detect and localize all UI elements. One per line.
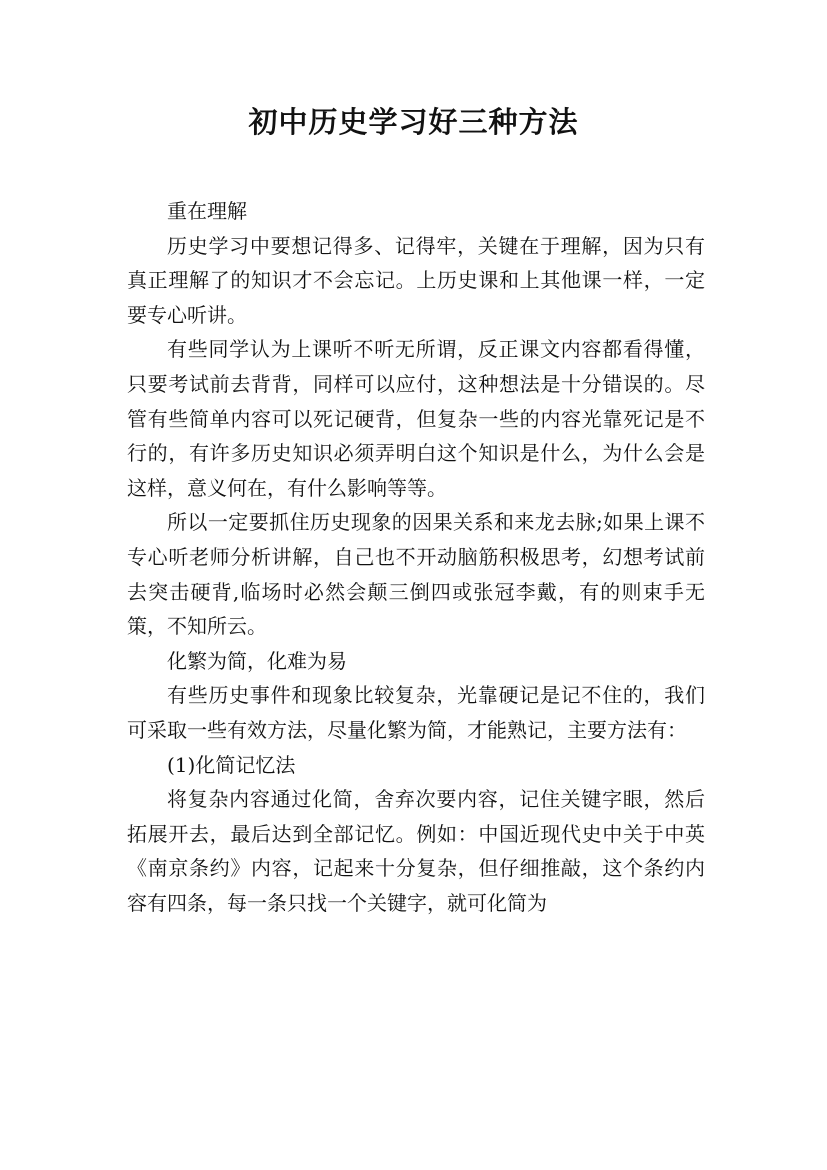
body-paragraph: 有些同学认为上课听不听无所谓，反正课文内容都看得懂，只要考试前去背背，同样可以应付，这种想法是十分错误的。尽管有些简单内容可以死记硬背，但复杂一些的内容光靠死记是不行的，有许多历史知识必须弄明白这个知识是什么，为什么会是这样，意义何在，有什么影响等等。 (127, 337, 705, 500)
body-paragraph: 所以一定要抓住历史现象的因果关系和来龙去脉;如果上课不专心听老师分析讲解，自己也不开动脑筋积极思考，幻想考试前去突击硬背,临场时必然会颠三倒四或张冠李戴，有的则束手无策，不知所云。 (127, 510, 705, 639)
section-heading-simplify: 化繁为简，化难为易 (167, 648, 347, 673)
body-paragraph: 将复杂内容通过化简，舍弃次要内容，记住关键字眼，然后拓展开去，最后达到全部记忆。例如：中国近现代史中关于中英《南京条约》内容，记起来十分复杂，但仔细推敲，这个条约内容有四条，每一条只找一个关键字，就可化简为 (127, 787, 705, 915)
document-title: 初中历史学习好三种方法 (248, 105, 579, 139)
document-body (127, 194, 705, 920)
section-heading-understanding: 重在理解 (167, 199, 247, 223)
subsection-heading-method-1: (1)化简记忆法 (167, 752, 296, 777)
body-paragraph: 有些历史事件和现象比较复杂，光靠硬记是记不住的，我们可采取一些有效方法，尽量化繁为简，才能熟记，主要方法有： (127, 683, 705, 742)
body-paragraph: 历史学习中要想记得多、记得牢，关键在于理解，因为只有真正理解了的知识才不会忘记。上历史课和上其他课一样，一定要专心听讲。 (127, 233, 705, 327)
